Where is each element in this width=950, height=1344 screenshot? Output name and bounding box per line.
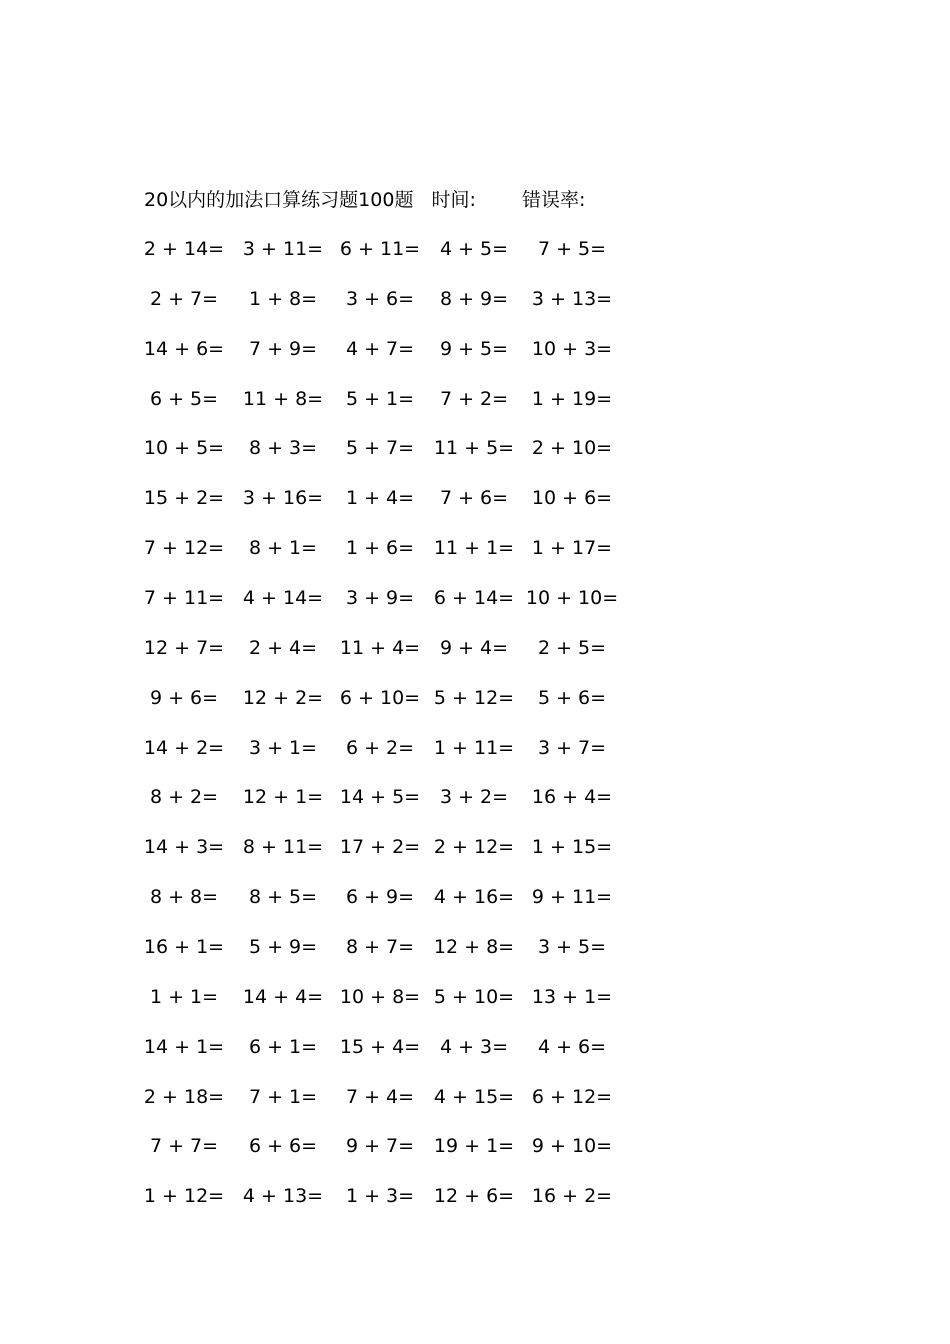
problem-row xyxy=(0,1131,950,1161)
addition-problem: 13 + 1= xyxy=(531,985,613,1008)
addition-problem: 5 + 1= xyxy=(345,387,415,410)
addition-problem: 14 + 5= xyxy=(339,786,421,809)
addition-problem: 4 + 15= xyxy=(433,1085,515,1108)
problem-row xyxy=(0,782,950,812)
problem-row xyxy=(0,982,950,1012)
addition-problem: 3 + 2= xyxy=(439,786,509,809)
addition-problem: 8 + 9= xyxy=(439,287,509,310)
addition-problem: 15 + 2= xyxy=(143,487,225,510)
addition-problem: 7 + 2= xyxy=(439,387,509,410)
addition-problem: 8 + 11= xyxy=(242,836,324,859)
addition-problem: 1 + 3= xyxy=(345,1185,415,1208)
addition-problem: 6 + 11= xyxy=(339,238,421,260)
addition-problem: 2 + 5= xyxy=(537,636,607,659)
addition-problem: 8 + 2= xyxy=(149,786,219,809)
addition-problem: 3 + 5= xyxy=(537,935,607,958)
addition-problem: 3 + 11= xyxy=(242,238,324,260)
addition-problem: 14 + 2= xyxy=(143,736,225,759)
addition-problem: 12 + 8= xyxy=(433,935,515,958)
addition-problem: 3 + 7= xyxy=(537,736,607,759)
addition-problem: 4 + 7= xyxy=(345,337,415,360)
addition-problem: 6 + 5= xyxy=(149,387,219,410)
addition-problem: 15 + 4= xyxy=(339,1035,421,1058)
addition-problem: 8 + 1= xyxy=(248,537,318,560)
addition-problem: 1 + 4= xyxy=(345,487,415,510)
addition-problem: 5 + 9= xyxy=(248,935,318,958)
addition-problem: 6 + 2= xyxy=(345,736,415,759)
problem-row xyxy=(0,433,950,463)
problem-row xyxy=(0,284,950,314)
addition-problem: 9 + 10= xyxy=(531,1135,613,1158)
addition-problem: 11 + 1= xyxy=(433,537,515,560)
addition-problem: 9 + 7= xyxy=(345,1135,415,1158)
addition-problem: 10 + 3= xyxy=(531,337,613,360)
addition-problem: 2 + 4= xyxy=(248,636,318,659)
addition-problem: 6 + 6= xyxy=(248,1135,318,1158)
addition-problem: 12 + 7= xyxy=(143,636,225,659)
addition-problem: 4 + 16= xyxy=(433,886,515,909)
addition-problem: 14 + 1= xyxy=(143,1035,225,1058)
addition-problem: 11 + 5= xyxy=(433,437,515,460)
problem-row xyxy=(0,384,950,414)
problem-row xyxy=(0,234,950,264)
addition-problem: 5 + 12= xyxy=(433,686,515,709)
addition-problem: 3 + 1= xyxy=(248,736,318,759)
addition-problem: 16 + 4= xyxy=(531,786,613,809)
worksheet-title: 20以内的加法口算练习题100题 xyxy=(144,189,414,211)
error-rate-label: 错误率: xyxy=(521,189,586,211)
addition-problem: 12 + 6= xyxy=(433,1185,515,1208)
addition-problem: 7 + 9= xyxy=(248,337,318,360)
addition-problem: 8 + 7= xyxy=(345,935,415,958)
addition-problem: 1 + 6= xyxy=(345,537,415,560)
addition-problem: 14 + 3= xyxy=(143,836,225,859)
addition-problem: 7 + 6= xyxy=(439,487,509,510)
addition-problem: 4 + 14= xyxy=(242,587,324,609)
addition-problem: 17 + 2= xyxy=(339,836,421,859)
addition-problem: 14 + 4= xyxy=(242,985,324,1008)
problem-row xyxy=(0,533,950,563)
addition-problem: 5 + 6= xyxy=(537,686,607,709)
problem-row xyxy=(0,1181,950,1211)
addition-problem: 9 + 5= xyxy=(439,337,509,360)
addition-problem: 4 + 3= xyxy=(439,1035,509,1058)
problem-row xyxy=(0,1032,950,1062)
addition-problem: 12 + 1= xyxy=(242,786,324,809)
addition-problem: 9 + 6= xyxy=(149,686,219,709)
addition-problem: 2 + 18= xyxy=(143,1085,225,1108)
addition-problem: 8 + 5= xyxy=(248,886,318,909)
addition-problem: 3 + 6= xyxy=(345,287,415,310)
addition-problem: 1 + 19= xyxy=(531,387,613,410)
problem-row xyxy=(0,733,950,763)
addition-problem: 7 + 11= xyxy=(143,587,225,609)
addition-problem: 6 + 12= xyxy=(531,1085,613,1108)
addition-problem: 7 + 7= xyxy=(149,1135,219,1158)
addition-problem: 6 + 9= xyxy=(345,886,415,909)
addition-problem: 1 + 15= xyxy=(531,836,613,859)
addition-problem: 10 + 8= xyxy=(339,985,421,1008)
addition-problem: 10 + 10= xyxy=(525,587,619,609)
addition-problem: 2 + 12= xyxy=(433,836,515,859)
addition-problem: 5 + 7= xyxy=(345,437,415,460)
problem-row xyxy=(0,683,950,713)
problem-row xyxy=(0,882,950,912)
addition-problem: 5 + 10= xyxy=(433,985,515,1008)
problem-row xyxy=(0,334,950,364)
addition-problem: 12 + 2= xyxy=(242,686,324,709)
addition-problem: 19 + 1= xyxy=(433,1135,515,1158)
problem-row xyxy=(0,932,950,962)
problem-row xyxy=(0,583,950,613)
addition-problem: 16 + 1= xyxy=(143,935,225,958)
addition-problem: 4 + 6= xyxy=(537,1035,607,1058)
addition-problem: 1 + 1= xyxy=(149,985,219,1008)
addition-problem: 6 + 10= xyxy=(339,686,421,709)
addition-problem: 1 + 8= xyxy=(248,287,318,310)
addition-problem: 3 + 13= xyxy=(531,287,613,310)
addition-problem: 10 + 5= xyxy=(143,437,225,460)
addition-problem: 7 + 4= xyxy=(345,1085,415,1108)
problem-row xyxy=(0,832,950,862)
addition-problem: 4 + 13= xyxy=(242,1185,324,1208)
addition-problem: 3 + 16= xyxy=(242,487,324,510)
addition-problem: 10 + 6= xyxy=(531,487,613,510)
addition-problem: 11 + 8= xyxy=(242,387,324,410)
addition-problem: 2 + 7= xyxy=(149,287,219,310)
time-label: 时间: xyxy=(431,189,476,211)
problem-row xyxy=(0,633,950,663)
addition-problem: 9 + 11= xyxy=(531,886,613,909)
addition-problem: 4 + 5= xyxy=(439,238,509,260)
addition-problem: 14 + 6= xyxy=(143,337,225,360)
addition-problem: 16 + 2= xyxy=(531,1185,613,1208)
problem-row xyxy=(0,1082,950,1112)
addition-problem: 6 + 14= xyxy=(433,587,515,609)
addition-problem: 1 + 17= xyxy=(531,537,613,560)
addition-problem: 2 + 14= xyxy=(143,238,225,260)
addition-problem: 7 + 12= xyxy=(143,537,225,560)
addition-problem: 8 + 8= xyxy=(149,886,219,909)
addition-problem: 3 + 9= xyxy=(345,587,415,609)
addition-problem: 6 + 1= xyxy=(248,1035,318,1058)
addition-problem: 1 + 11= xyxy=(433,736,515,759)
addition-problem: 7 + 1= xyxy=(248,1085,318,1108)
addition-problem: 11 + 4= xyxy=(339,636,421,659)
problem-row xyxy=(0,483,950,513)
addition-problem: 7 + 5= xyxy=(537,238,607,260)
addition-problem: 2 + 10= xyxy=(531,437,613,460)
addition-problem: 1 + 12= xyxy=(143,1185,225,1208)
addition-problem: 8 + 3= xyxy=(248,437,318,460)
addition-problem: 9 + 4= xyxy=(439,636,509,659)
